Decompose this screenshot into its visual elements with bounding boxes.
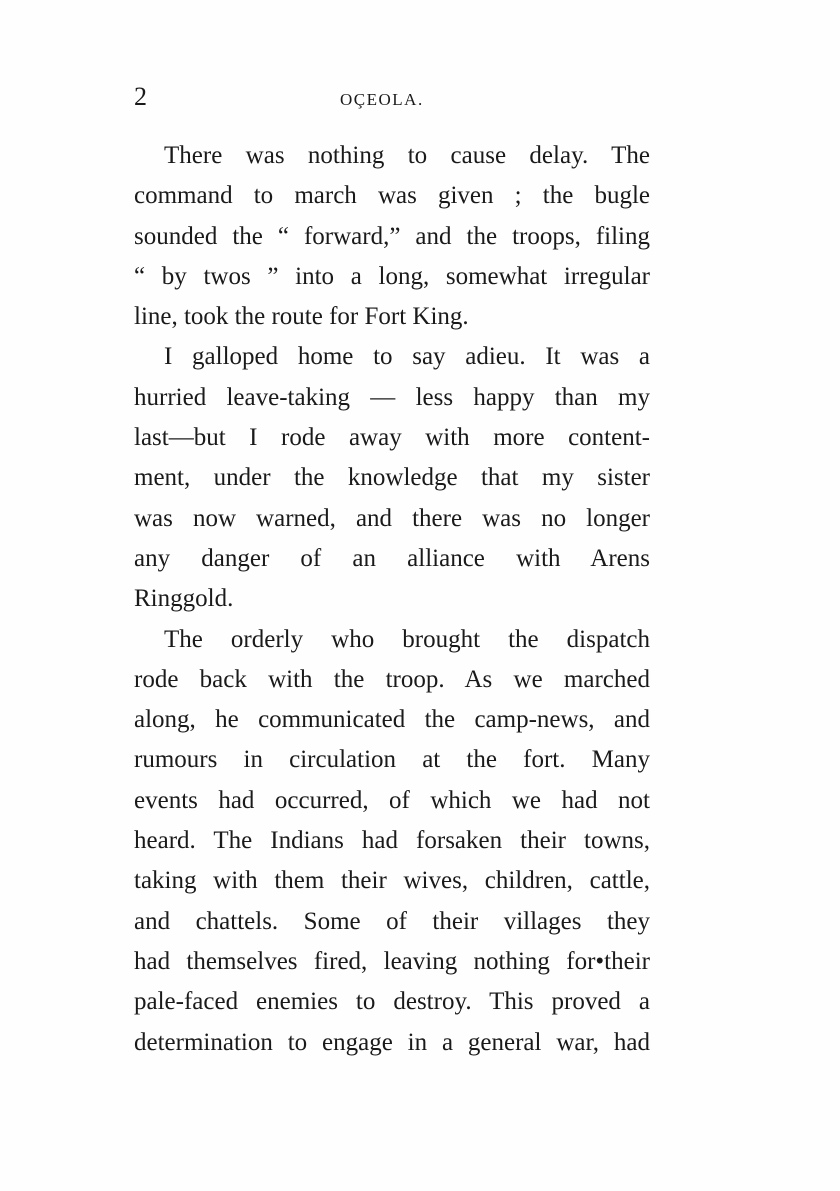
- text-line: rumours in circulation at the fort. Many: [134, 746, 650, 774]
- text-line: ment, under the knowledge that my sister: [134, 464, 650, 492]
- text-line: along, he communicated the camp-news, and: [134, 706, 650, 734]
- text-line: and chattels. Some of their villages they: [134, 907, 650, 935]
- text-line: heard. The Indians had forsaken their towns,: [134, 827, 650, 855]
- text-line: determination to engage in a general war, had: [134, 1028, 650, 1056]
- text-line: pale-faced enemies to destroy. This proved a: [134, 988, 650, 1016]
- text-line: taking with them their wives, children, cattle,: [134, 867, 650, 895]
- text-line: had themselves fired, leaving nothing for•their: [134, 947, 650, 975]
- text-line: command to march was given ; the bugle: [134, 182, 650, 210]
- text-line: any danger of an alliance with Arens: [134, 544, 650, 572]
- text-line: events had occurred, of which we had not: [134, 786, 650, 814]
- text-line: Ringgold.: [134, 585, 234, 613]
- text-line: last—but I rode away with more content-: [134, 424, 650, 452]
- text-line: I galloped home to say adieu. It was a: [164, 343, 650, 371]
- running-title: OÇEOLA.: [340, 90, 424, 109]
- text-line: There was nothing to cause delay. The: [164, 142, 650, 169]
- text-line: sounded the “ forward,” and the troops, filing: [134, 222, 650, 250]
- body-text: [134, 136, 650, 1063]
- running-head: [134, 82, 650, 116]
- text-line: “ by twos ” into a long, somewhat irregular: [134, 262, 650, 290]
- text-line: rode back with the troop. As we marched: [134, 665, 650, 693]
- text-line: The orderly who brought the dispatch: [164, 625, 650, 653]
- text-line: hurried leave-taking — less happy than my: [134, 383, 650, 411]
- text-line: line, took the route for Fort King.: [134, 303, 469, 331]
- text-line: was now warned, and there was no longer: [134, 504, 650, 532]
- page-number: 2: [134, 82, 147, 111]
